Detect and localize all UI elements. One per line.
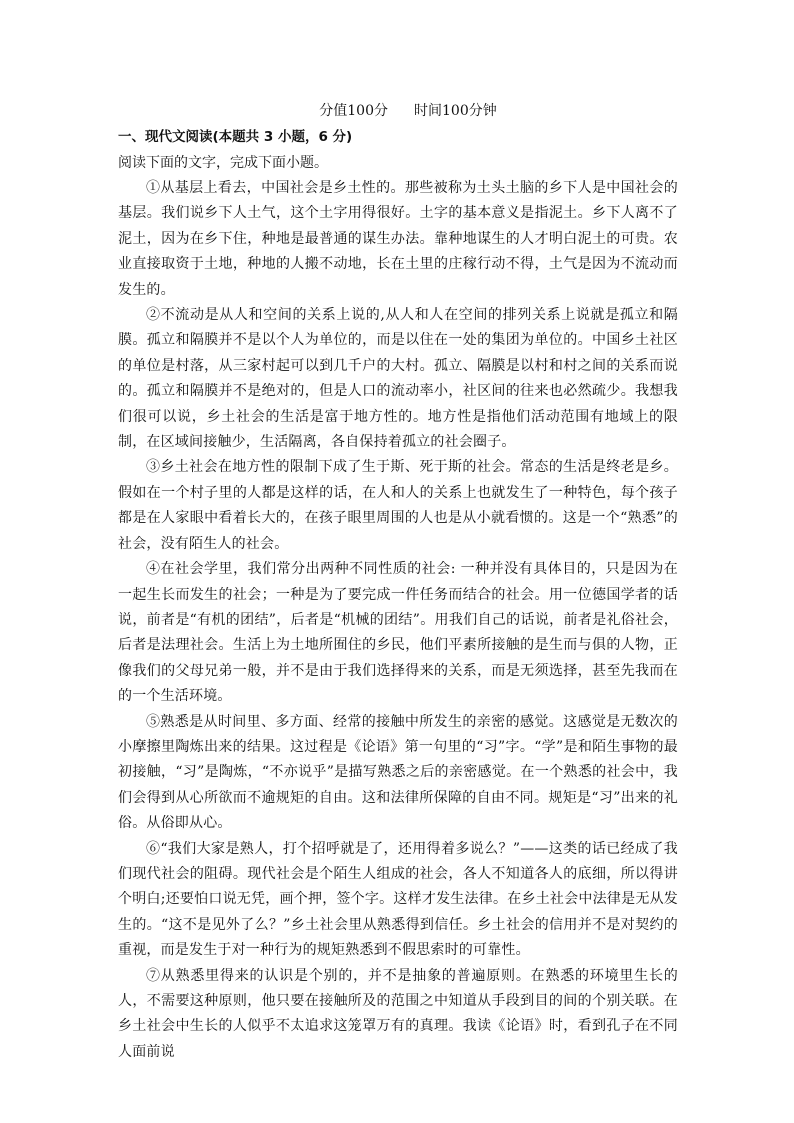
paragraph-2: ②不流动是从人和空间的关系上说的,从人和人在空间的排列关系上说就是孤立和隔膜。孤立和隔膜并不是以个人为单位的，而是以住在一处的集团为单位的。中国乡土社区的单位是村落，从三家村起可以到几千户的大村。孤立、隔膜是以村和村之间的关系而说的。孤立和隔膜并不是绝对的，但是人口的流动率小，社区间的往来也必然疏少。我想我们很可以说，乡土社会的生活是富于地方性的。地方性是指他们活动范围有地域上的限制，在区域间接触少，生活隔离，各自保持着孤立的社会圈子。 xyxy=(118,307,678,451)
document-body xyxy=(118,98,678,1065)
exam-info-line xyxy=(118,98,678,124)
paragraph-5: ⑤熟悉是从时间里、多方面、经常的接触中所发生的亲密的感觉。这感觉是无数次的小摩擦里陶炼出来的结果。这过程是《论语》第一句里的“习”字。“学”是和陌生事物的最初接触，“习”是陶炼，“不亦说乎”是描写熟悉之后的亲密感觉。在一个熟悉的社会中，我们会得到从心所欲而不逾规矩的自由。这和法律所保障的自由不同。规矩是“习”出来的礼俗。从俗即从心。 xyxy=(118,713,678,832)
paragraph-1: ①从基层上看去，中国社会是乡土性的。那些被称为土头土脑的乡下人是中国社会的基层。我们说乡下人土气，这个土字用得很好。土字的基本意义是指泥土。乡下人离不了泥土，因为在乡下住，种地是最普通的谋生办法。靠种地谋生的人才明白泥土的可贵。农业直接取资于土地，种地的人搬不动地，长在土里的庄稼行动不得，土气是因为不流动而发生的。 xyxy=(118,180,678,298)
paragraph-4: ④在社会学里，我们常分出两种不同性质的社会: 一种并没有具体目的，只是因为在一起生长而发生的社会；一种是为了要完成一件任务而结合的社会。用一位德国学者的话说，前者是“有机的团结”，后者是“机械的团结”。用我们自己的话说，前者是礼俗社会，后者是法理社会。生活上为土地所囿住的乡民，他们平素所接触的是生而与俱的人物，正像我们的父母兄弟一般，并不是由于我们选择得来的关系，而是无须选择，甚至先我而在的一个生活环境。 xyxy=(118,561,678,705)
section-heading: 一、现代文阅读(本题共 3 小题，6 分) xyxy=(118,129,353,145)
paragraph-6: ⑥“我们大家是熟人，打个招呼就是了，还用得着多说么？”——这类的话已经成了我们现代社会的阻碍。现代社会是个陌生人组成的社会，各人不知道各人的底细，所以得讲个明白;还要怕口说无凭，画个押，签个字。这样才发生法律。在乡土社会中法律是无从发生的。“这不是见外了么？”乡土社会里从熟悉得到信任。乡土社会的信用并不是对契约的重视，而是发生于对一种行为的规矩熟悉到不假思索时的可靠性。 xyxy=(118,840,678,959)
paragraph-3: ③乡土社会在地方性的限制下成了生于斯、死于斯的社会。常态的生活是终老是乡。假如在一个村子里的人都是这样的话，在人和人的关系上也就发生了一种特色，每个孩子都是在人家眼中看着长大的，在孩子眼里周围的人也是从小就看惯的。这是一个“熟悉”的社会，没有陌生人的社会。 xyxy=(118,459,678,552)
score-label: 分值100分 xyxy=(319,103,388,119)
section-instruction: 阅读下面的文字，完成下面小题。 xyxy=(118,155,328,171)
time-label: 时间100分钟 xyxy=(414,103,497,119)
paragraph-7: ⑦从熟悉里得来的认识是个别的，并不是抽象的普遍原则。在熟悉的环境里生长的人，不需要这种原则，他只要在接触所及的范围之中知道从手段到目的间的个别关联。在乡土社会中生长的人似乎不太追求这笼罩万有的真理。我读《论语》时，看到孔子在不同人面前说 xyxy=(118,967,678,1060)
